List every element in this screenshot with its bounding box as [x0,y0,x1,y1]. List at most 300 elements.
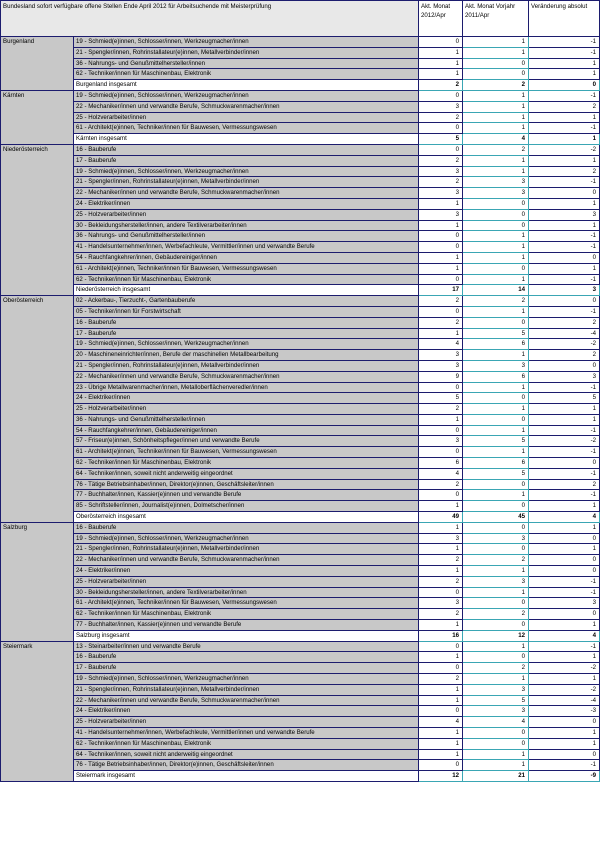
occupation-label: 61 - Architekt(e)innen, Techniker/innen für Bauwesen, Vermessungswesen [74,263,419,274]
occupation-label: 02 - Ackerbau-, Tierzucht-, Gartenbauberufe [74,296,419,307]
value-previous-year: 1 [463,641,529,652]
total-current: 17 [419,285,463,296]
value-change: 1 [529,414,600,425]
value-change: -1 [529,242,600,253]
table-row [1,425,600,436]
total-row [1,80,600,91]
table-row [1,274,600,285]
value-change: 0 [529,296,600,307]
table-title: Bundesland sofort verfügbare offene Stellen Ende April 2012 für Arbeitsuchende mit Meisterprüfung [1,1,419,37]
value-previous-year: 1 [463,587,529,598]
value-current: 0 [419,382,463,393]
column-header-current: Akt. Monat 2012/Apr [419,1,463,37]
value-previous-year: 1 [463,674,529,685]
value-change: -4 [529,328,600,339]
total-previous-year: 2 [463,80,529,91]
value-previous-year: 3 [463,360,529,371]
value-current: 0 [419,90,463,101]
value-change: -1 [529,306,600,317]
value-current: 0 [419,447,463,458]
value-change: 0 [529,533,600,544]
value-current: 0 [419,306,463,317]
occupation-label: 62 - Techniker/innen für Maschinenbau, Elektronik [74,738,419,749]
occupation-label: 17 - Bauberufe [74,328,419,339]
table-row [1,90,600,101]
value-current: 3 [419,533,463,544]
occupation-label: 41 - Handelsunternehmer/innen, Werbefachleute, Vermittler/innen und verwandte Berufe [74,728,419,739]
occupation-label: 61 - Architekt(e)innen, Techniker/innen für Bauwesen, Vermessungswesen [74,447,419,458]
occupation-label: 23 - Übrige Metallwarenmacher/innen, Metalloberflächenveredler/innen [74,382,419,393]
value-previous-year: 2 [463,296,529,307]
region-name: Burgenland [1,37,74,91]
value-previous-year: 1 [463,382,529,393]
occupation-label: 19 - Schmied(e)innen, Schlosser/innen, Werkzeugmacher/innen [74,674,419,685]
occupation-label: 19 - Schmied(e)innen, Schlosser/innen, Werkzeugmacher/innen [74,37,419,48]
value-previous-year: 1 [463,350,529,361]
value-change: 1 [529,501,600,512]
occupation-label: 41 - Handelsunternehmer/innen, Werbefachleute, Vermittler/innen und verwandte Berufe [74,242,419,253]
region-name: Kärnten [1,90,74,144]
occupation-label: 21 - Spengler/innen, Rohrinstallateur(e)innen, Metallverbinder/innen [74,544,419,555]
total-label: Steiermark insgesamt [74,771,419,782]
table-row [1,728,600,739]
value-current: 1 [419,252,463,263]
value-previous-year: 1 [463,101,529,112]
total-row [1,630,600,641]
value-change: 1 [529,728,600,739]
value-change: -1 [529,641,600,652]
table-row [1,188,600,199]
value-change: -1 [529,447,600,458]
occupation-label: 25 - Holzverarbeiter/innen [74,404,419,415]
value-change: -1 [529,490,600,501]
table-row [1,317,600,328]
table-row [1,468,600,479]
occupation-label: 21 - Spengler/innen, Rohrinstallateur(e)innen, Metallverbinder/innen [74,177,419,188]
value-previous-year: 0 [463,69,529,80]
value-change: -1 [529,587,600,598]
value-previous-year: 2 [463,144,529,155]
occupation-label: 76 - Tätige Betriebsinhaber/innen, Direktor(e)innen, Geschäftsleiter/innen [74,760,419,771]
occupation-label: 21 - Spengler/innen, Rohrinstallateur(e)innen, Metallverbinder/innen [74,47,419,58]
column-header-previous-year: Akt. Monat Vorjahr 2011/Apr [463,1,529,37]
value-change: 0 [529,555,600,566]
value-change: 0 [529,749,600,760]
table-row [1,447,600,458]
value-current: 2 [419,674,463,685]
value-previous-year: 1 [463,447,529,458]
table-row [1,522,600,533]
value-current: 1 [419,328,463,339]
value-previous-year: 3 [463,684,529,695]
value-change: -1 [529,576,600,587]
table-row [1,760,600,771]
table-row [1,371,600,382]
occupation-label: 22 - Mechaniker/innen und verwandte Berufe, Schmuckwarenmacher/innen [74,555,419,566]
table-row [1,501,600,512]
occupation-label: 19 - Schmied(e)innen, Schlosser/innen, Werkzeugmacher/innen [74,90,419,101]
value-previous-year: 1 [463,166,529,177]
value-change: -1 [529,468,600,479]
value-current: 0 [419,490,463,501]
value-change: 0 [529,566,600,577]
value-previous-year: 1 [463,112,529,123]
value-previous-year: 0 [463,220,529,231]
value-previous-year: 0 [463,598,529,609]
value-previous-year: 6 [463,371,529,382]
value-change: 1 [529,738,600,749]
value-change: 3 [529,209,600,220]
value-change: 0 [529,717,600,728]
value-change: 0 [529,360,600,371]
value-current: 0 [419,242,463,253]
value-current: 0 [419,144,463,155]
occupation-label: 30 - Bekleidungshersteller/innen, andere Textilverarbeiter/innen [74,220,419,231]
value-previous-year: 0 [463,728,529,739]
value-previous-year: 3 [463,188,529,199]
occupation-label: 05 - Techniker/innen für Forstwirtschaft [74,306,419,317]
value-current: 4 [419,339,463,350]
value-current: 1 [419,414,463,425]
value-change: -4 [529,695,600,706]
table-row [1,544,600,555]
table-row [1,641,600,652]
table-row [1,350,600,361]
value-previous-year: 3 [463,177,529,188]
value-current: 3 [419,209,463,220]
value-change: -1 [529,177,600,188]
table-row [1,674,600,685]
occupation-label: 64 - Techniker/innen, soweit nicht anderweitig eingeordnet [74,468,419,479]
occupation-label: 21 - Spengler/innen, Rohrinstallateur(e)innen, Metallverbinder/innen [74,684,419,695]
table-row [1,339,600,350]
value-current: 3 [419,166,463,177]
table-row [1,69,600,80]
value-previous-year: 1 [463,404,529,415]
table-row [1,252,600,263]
value-current: 2 [419,177,463,188]
occupation-label: 16 - Bauberufe [74,144,419,155]
value-previous-year: 0 [463,263,529,274]
value-change: -1 [529,425,600,436]
occupation-label: 36 - Nahrungs- und Genußmittelhersteller/innen [74,414,419,425]
value-change: -1 [529,47,600,58]
occupation-label: 24 - Elektriker/innen [74,566,419,577]
occupation-label: 36 - Nahrungs- und Genußmittelhersteller/innen [74,58,419,69]
value-change: 1 [529,544,600,555]
value-previous-year: 1 [463,37,529,48]
value-previous-year: 3 [463,576,529,587]
total-label: Burgenland insgesamt [74,80,419,91]
value-previous-year: 0 [463,198,529,209]
value-current: 1 [419,544,463,555]
value-change: -1 [529,37,600,48]
value-current: 0 [419,587,463,598]
value-change: 1 [529,69,600,80]
occupation-label: 64 - Techniker/innen, soweit nicht anderweitig eingeordnet [74,749,419,760]
occupation-label: 76 - Tätige Betriebsinhaber/innen, Direktor(e)innen, Geschäftsleiter/innen [74,479,419,490]
value-current: 1 [419,695,463,706]
table-row [1,393,600,404]
value-current: 9 [419,371,463,382]
value-change: 2 [529,317,600,328]
value-previous-year: 0 [463,738,529,749]
table-row [1,695,600,706]
value-previous-year: 0 [463,209,529,220]
column-header-change: Veränderung absolut [529,1,600,37]
value-change: -1 [529,123,600,134]
total-current: 16 [419,630,463,641]
value-current: 1 [419,522,463,533]
value-change: 3 [529,371,600,382]
value-previous-year: 1 [463,490,529,501]
value-previous-year: 0 [463,414,529,425]
value-current: 0 [419,231,463,242]
value-current: 1 [419,501,463,512]
value-current: 2 [419,555,463,566]
table-row [1,231,600,242]
value-current: 2 [419,609,463,620]
value-change: 1 [529,58,600,69]
value-current: 2 [419,296,463,307]
value-previous-year: 1 [463,155,529,166]
occupation-label: 22 - Mechaniker/innen und verwandte Berufe, Schmuckwarenmacher/innen [74,695,419,706]
value-current: 1 [419,58,463,69]
value-previous-year: 5 [463,328,529,339]
occupation-label: 61 - Architekt(e)innen, Techniker/innen für Bauwesen, Vermessungswesen [74,123,419,134]
table-row [1,609,600,620]
value-current: 1 [419,728,463,739]
value-previous-year: 1 [463,760,529,771]
value-change: 1 [529,522,600,533]
value-current: 0 [419,37,463,48]
table-row [1,112,600,123]
value-change: -2 [529,339,600,350]
table-row [1,382,600,393]
table-row [1,155,600,166]
value-current: 0 [419,760,463,771]
value-change: 1 [529,404,600,415]
value-change: 2 [529,166,600,177]
value-current: 0 [419,274,463,285]
value-current: 1 [419,47,463,58]
value-change: -2 [529,144,600,155]
value-previous-year: 1 [463,425,529,436]
value-current: 3 [419,101,463,112]
table-row [1,328,600,339]
occupation-label: 16 - Bauberufe [74,522,419,533]
value-change: 0 [529,458,600,469]
table-row [1,706,600,717]
value-change: 1 [529,674,600,685]
occupation-label: 13 - Steinarbeiter/innen und verwandte Berufe [74,641,419,652]
value-current: 4 [419,468,463,479]
value-current: 1 [419,620,463,631]
value-previous-year: 6 [463,458,529,469]
value-previous-year: 5 [463,695,529,706]
value-previous-year: 1 [463,306,529,317]
table-row [1,555,600,566]
value-previous-year: 6 [463,339,529,350]
table-row [1,198,600,209]
occupation-label: 85 - Schriftsteller/innen, Journalist(e)innen, Dolmetscher/innen [74,501,419,512]
table-row [1,263,600,274]
value-change: 1 [529,112,600,123]
region-name: Niederösterreich [1,144,74,295]
value-previous-year: 0 [463,58,529,69]
value-current: 6 [419,458,463,469]
table-row [1,166,600,177]
value-current: 2 [419,317,463,328]
value-change: 1 [529,198,600,209]
value-previous-year: 1 [463,231,529,242]
occupation-label: 62 - Techniker/innen für Maschinenbau, Elektronik [74,274,419,285]
value-current: 2 [419,112,463,123]
occupation-label: 19 - Schmied(e)innen, Schlosser/innen, Werkzeugmacher/innen [74,339,419,350]
occupation-label: 36 - Nahrungs- und Genußmittelhersteller/innen [74,231,419,242]
value-change: 1 [529,652,600,663]
table-row [1,566,600,577]
value-current: 2 [419,404,463,415]
value-change: 2 [529,350,600,361]
value-current: 1 [419,566,463,577]
occupation-label: 24 - Elektriker/innen [74,393,419,404]
table-row [1,37,600,48]
occupation-label: 77 - Buchhalter/innen, Kassier(e)innen und verwandte Berufe [74,490,419,501]
value-current: 1 [419,69,463,80]
value-previous-year: 1 [463,123,529,134]
table-row [1,576,600,587]
value-previous-year: 2 [463,609,529,620]
total-row [1,285,600,296]
total-label: Niederösterreich insgesamt [74,285,419,296]
occupation-label: 21 - Spengler/innen, Rohrinstallateur(e)innen, Metallverbinder/innen [74,360,419,371]
value-current: 1 [419,684,463,695]
total-change: 1 [529,134,600,145]
value-current: 3 [419,188,463,199]
table-row [1,242,600,253]
value-change: 2 [529,101,600,112]
value-change: 1 [529,620,600,631]
value-previous-year: 1 [463,242,529,253]
value-change: 1 [529,263,600,274]
occupation-label: 16 - Bauberufe [74,317,419,328]
value-current: 0 [419,641,463,652]
total-current: 5 [419,134,463,145]
total-row [1,134,600,145]
value-previous-year: 0 [463,544,529,555]
table-row [1,479,600,490]
table-row [1,436,600,447]
value-previous-year: 2 [463,663,529,674]
value-previous-year: 3 [463,533,529,544]
occupation-label: 62 - Techniker/innen für Maschinenbau, Elektronik [74,458,419,469]
value-change: -1 [529,274,600,285]
value-previous-year: 1 [463,47,529,58]
value-previous-year: 4 [463,717,529,728]
value-previous-year: 0 [463,652,529,663]
occupation-label: 19 - Schmied(e)innen, Schlosser/innen, Werkzeugmacher/innen [74,533,419,544]
total-previous-year: 21 [463,771,529,782]
occupation-label: 17 - Bauberufe [74,663,419,674]
total-previous-year: 4 [463,134,529,145]
value-change: 5 [529,393,600,404]
occupation-label: 54 - Rauchfangkehrer/innen, Gebäudereiniger/innen [74,252,419,263]
value-previous-year: 0 [463,501,529,512]
total-label: Salzburg insgesamt [74,630,419,641]
value-current: 0 [419,706,463,717]
occupation-label: 25 - Holzverarbeiter/innen [74,717,419,728]
value-current: 3 [419,360,463,371]
table-row [1,738,600,749]
total-change: 4 [529,630,600,641]
value-previous-year: 1 [463,566,529,577]
value-change: 1 [529,220,600,231]
occupation-label: 24 - Elektriker/innen [74,198,419,209]
region-name: Salzburg [1,522,74,641]
value-change: 2 [529,479,600,490]
occupation-label: 20 - Maschineneinrichter/innen, Berufe der maschinellen Metallbearbeitung [74,350,419,361]
occupation-label: 62 - Techniker/innen für Maschinenbau, Elektronik [74,69,419,80]
value-change: -1 [529,231,600,242]
table-row [1,620,600,631]
value-previous-year: 1 [463,252,529,263]
region-name: Steiermark [1,641,74,781]
value-current: 1 [419,220,463,231]
table-row [1,587,600,598]
table-row [1,47,600,58]
value-previous-year: 0 [463,393,529,404]
value-change: -2 [529,436,600,447]
value-previous-year: 1 [463,90,529,101]
occupation-label: 61 - Architekt(e)innen, Techniker/innen für Bauwesen, Vermessungswesen [74,598,419,609]
occupation-label: 22 - Mechaniker/innen und verwandte Berufe, Schmuckwarenmacher/innen [74,101,419,112]
total-label: Oberösterreich insgesamt [74,512,419,523]
value-previous-year: 1 [463,274,529,285]
table-row [1,684,600,695]
value-current: 0 [419,663,463,674]
table-row [1,663,600,674]
total-change: -9 [529,771,600,782]
total-row [1,512,600,523]
occupation-label: 16 - Bauberufe [74,652,419,663]
value-current: 2 [419,576,463,587]
occupation-label: 30 - Bekleidungshersteller/innen, andere Textilverarbeiter/innen [74,587,419,598]
total-current: 49 [419,512,463,523]
value-current: 2 [419,479,463,490]
value-previous-year: 0 [463,522,529,533]
occupation-label: 22 - Mechaniker/innen und verwandte Berufe, Schmuckwarenmacher/innen [74,371,419,382]
table-row [1,144,600,155]
value-change: -3 [529,706,600,717]
total-change: 4 [529,512,600,523]
value-current: 3 [419,598,463,609]
table-row [1,177,600,188]
table-row [1,101,600,112]
occupation-label: 25 - Holzverarbeiter/innen [74,576,419,587]
occupation-label: 22 - Mechaniker/innen und verwandte Berufe, Schmuckwarenmacher/innen [74,188,419,199]
value-previous-year: 1 [463,749,529,760]
value-current: 5 [419,393,463,404]
table-row [1,414,600,425]
table-row [1,360,600,371]
occupation-label: 24 - Elektriker/innen [74,706,419,717]
total-current: 12 [419,771,463,782]
table-row [1,458,600,469]
table-row [1,404,600,415]
value-current: 0 [419,425,463,436]
value-change: 0 [529,252,600,263]
